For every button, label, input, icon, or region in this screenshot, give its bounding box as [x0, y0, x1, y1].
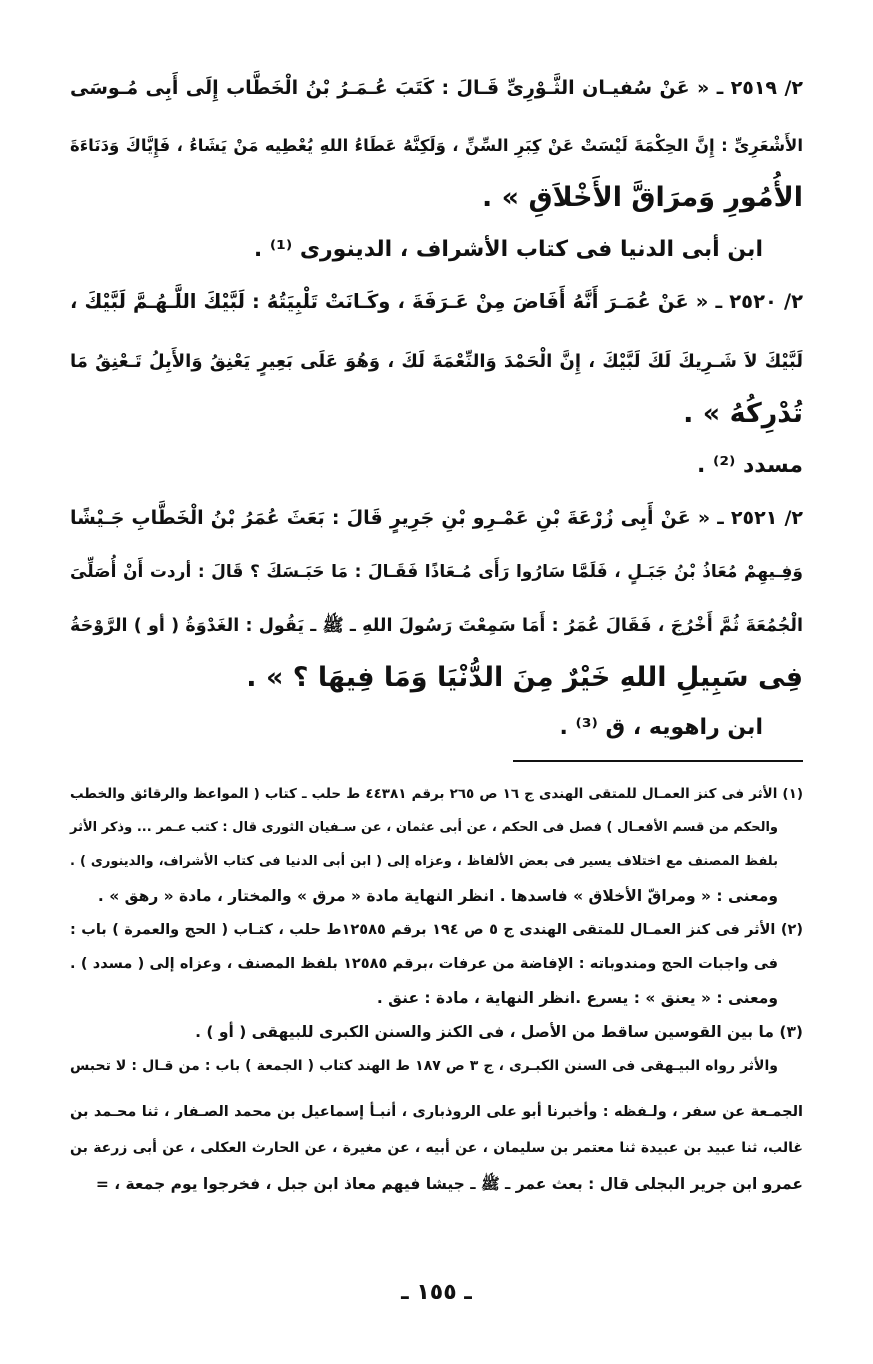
footnote-line: ومعنى : « ومراقّ الأخلاق » فاسدها . انظر النهاية مادة « مرق » والمختار ، مادة « رهق » .	[97, 887, 778, 905]
page-number: ـ ١٥٥ ـ	[401, 1280, 472, 1305]
hadith-2520-line-3: تُدْرِكُهُ » .	[683, 398, 803, 429]
hadith-2520-source: مسدد ⁽²⁾ .	[696, 453, 803, 478]
footnote-line: (٣) ما بين القوسين ساقط من الأصل ، فى الكنز والسنن الكبرى للبيهقى ( أو ) .	[195, 1023, 803, 1041]
footnote-line: عمرو ابن جرير البجلى قال : بعث عمر ـ ﷺ ـ جيشا فيهم معاذ ابن جبل ، فخرجوا يوم جمعة ، =	[95, 1175, 803, 1193]
hadith-2521-line-2: وَفِـيهِمْ مُعَاذُ بْنُ جَبَـلٍ ، فَلَمَّا سَارُوا رَأَى مُـعَاذًا فَقَـالَ : مَا حَبَـسَكَ ؟ قَالَ : أردت أَنْ أُصَلِّىَ	[70, 562, 803, 582]
footnote-line: الجمـعة عن سفر ، ولـفظه : وأخبرنا أبو على الروذبارى ، أنبـأ إسماعيل بن محمد الصـفار ، ثنا محـمد بن	[70, 1104, 803, 1120]
hadith-2520-line-1: ٢/ ٢٥٢٠ ـ « عَنْ عُمَـرَ أَنَّهُ أَفَاضَ مِنْ عَـرَفَةَ ، وكَـانَتْ تَلْبِيَتُهُ : لَبَّيْكَ اللَّـهُـمَّ لَبَّيْكَ ،	[70, 290, 803, 313]
footnote-separator	[513, 760, 803, 762]
hadith-2521-line-4: فِى سَبِيلِ اللهِ خَيْرٌ مِنَ الدُّنْيَا وَمَا فِيهَا ؟ » .	[246, 662, 803, 693]
footnote-line: غالب، ثنا عبيد بن عبيدة ثنا معتمر بن سليمان ، عن أبيه ، عن مغيرة ، عن الحارث العكلى ، عن أبى زرعة بن	[70, 1140, 803, 1156]
footnote-line: فى واجبات الحج ومندوباته : الإفاضة من عرفات ،برقم ١٢٥٨٥ بلفظ المصنف ، وعزاه إلى ( مسدد ) .	[70, 956, 778, 972]
footnote-line: (١) الأثر فى كنز العمـال للمتقى الهندى ج ١٦ ص ٢٦٥ برقم ٤٤٣٨١ ط حلب ـ كتاب ( المواعظ والرقائق والخطب	[70, 786, 803, 802]
footnote-line: والأثر رواه البيـهقى فى السنن الكبـرى ، ج ٣ ص ١٨٧ ط الهند كتاب ( الجمعة ) باب : من قـال : لا تحبس	[70, 1058, 778, 1074]
hadith-2520-line-2: لَبَّيْكَ لاَ شَـرِيكَ لَكَ لَبَّيْكَ ، إِنَّ الْحَمْدَ وَالنِّعْمَةَ لَكَ ، وَهُوَ عَلَى بَعِيرٍ يَعْنِقُ وَالأَبِلُ تَـعْنِقُ مَا	[70, 351, 803, 372]
footnote-line: والحكم من قسم الأفعـال ) فصل فى الحكم ، عن أبى عثمان ، عن سـفيان الثورى قال : كتب عـمر ... وذكر الأثر	[70, 820, 778, 835]
footnote-line: ومعنى : « يعنق » : يسرع .انظر النهاية ، مادة : عنق .	[376, 989, 778, 1007]
hadith-2519-line-2: الأَشْعَرِىِّ : إِنَّ الحِكْمَةَ لَيْسَتْ عَنْ كِبَرِ السِّنِّ ، وَلَكِنَّهُ عَطَاءُ اللهِ يُعْطِيه مَنْ يَشَاءُ ، فَإِيَّاكَ وَدَنَاءَةَ	[70, 136, 803, 155]
hadith-2521-line-3: الْجُمُعَةَ ثُمَّ أَخْرُجَ ، فَقَالَ عُمَرُ : أَمَا سَمِعْتَ رَسُولَ اللهِ ـ ﷺ ـ يَقُول : الغَدْوَةُ ( أو ) الرَّوْحَةُ	[70, 616, 803, 636]
hadith-2519-source: ابن أبى الدنيا فى كتاب الأشراف ، الدينورى ⁽¹⁾ .	[253, 237, 763, 262]
hadith-2519-line-3: الأُمُورِ وَمرَاقَّ الأَخْلاَقِ » .	[482, 182, 803, 213]
hadith-2519-line-1: ٢/ ٢٥١٩ ـ « عَنْ سُفيـان الثَّـوْرِىِّ قَـالَ : كَتَبَ عُـمَـرُ بْنُ الْخَطَّاب إِلَى أَبِى مُـوسَى	[70, 77, 803, 99]
hadith-2521-source: ابن راهويه ، ق ⁽³⁾ .	[559, 715, 763, 740]
footnote-line: (٢) الأثر فى كنز العمـال للمتقى الهندى ج ٥ ص ١٩٤ برقم ١٢٥٨٥ط حلب ، كتـاب ( الحج والعمرة ) باب :	[70, 922, 803, 938]
hadith-2521-line-1: ٢/ ٢٥٢١ ـ « عَنْ أَبِى زُرْعَةَ بْنِ عَمْـرِو بْنِ جَرِيرٍ قَالَ : بَعَثَ عُمَرُ بْنُ الْخَطَّابِ جَـيْشًا	[70, 507, 803, 529]
footnote-line: بلفظ المصنف مع اختلاف يسير فى بعض الألفاظ ، وعزاه إلى ( ابن أبى الدنيا فى كتاب الأشراف، والدينورى ) .	[70, 854, 778, 869]
